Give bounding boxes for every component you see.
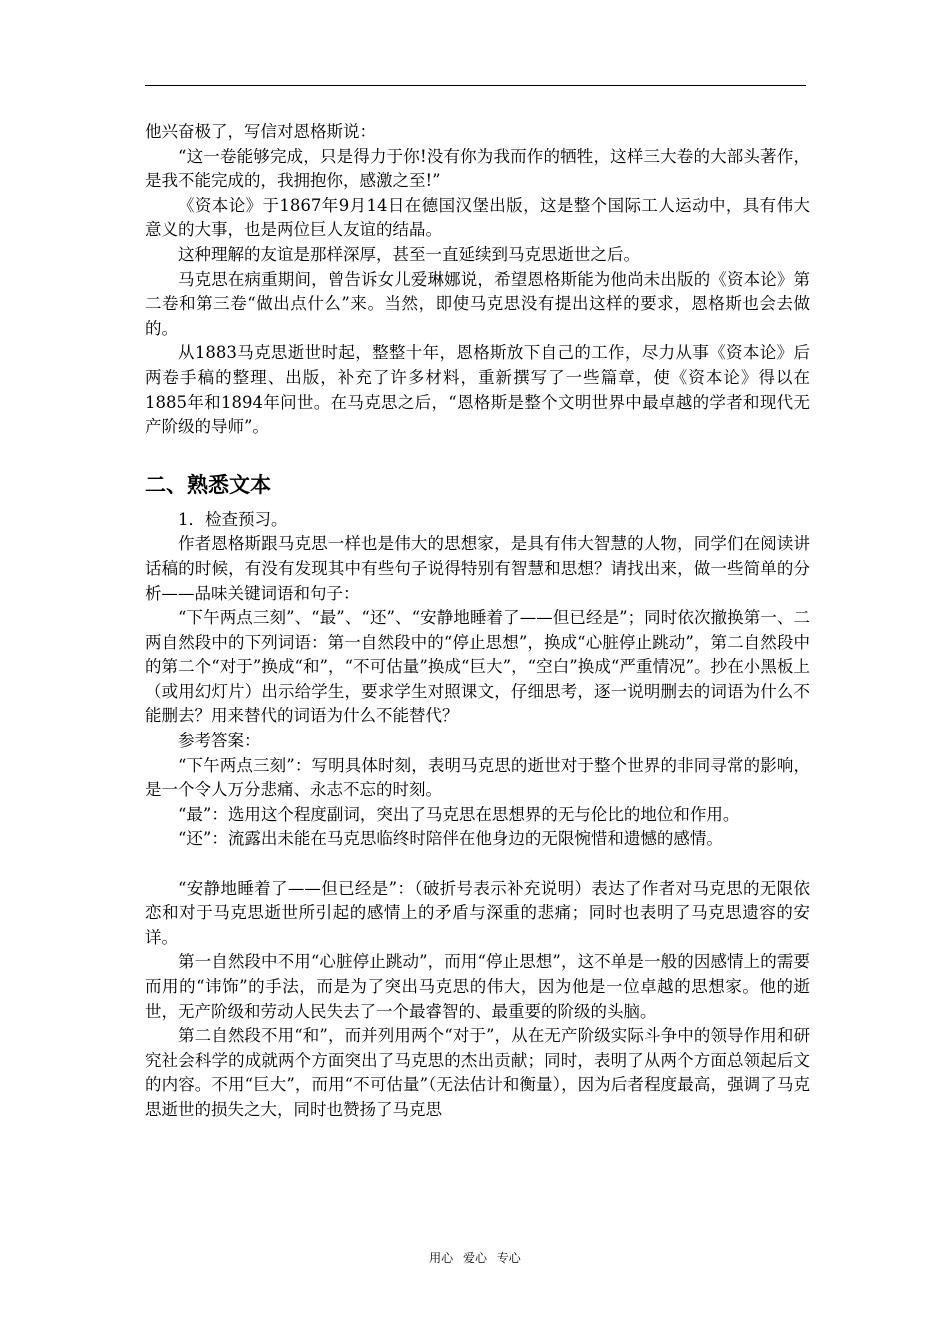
- blank-line: [145, 852, 810, 877]
- paragraph: “下午两点三刻”、“最”、“还”、“安静地睡着了——但已经是”；同时依次撤换第一、二两自然段中的下列词语：第一自然段中的“停止思想”，换成“心脏停止跳动”，第二自然段中的第二个“对于”换成“和”，“不可估量”换成“巨大”，“空白”换成“严重情况”。抄在小黑板上（或用幻灯片）出示给学生，要求学生对照课文，仔细思考，逐一说明删去的词语为什么不能删去？用来替代的词语为什么不能替代？: [145, 608, 810, 726]
- answer-paragraph: “下午两点三刻”：写明具体时刻，表明马克思的逝世对于整个世界的非同寻常的影响，是一个令人万分悲痛、永志不忘的时刻。: [145, 755, 810, 800]
- quote-paragraph: “这一卷能够完成，只是得力于你!没有你为我而作的牺牲，这样三大卷的大部头著作，是我不能完成的，我拥抱你，感激之至!”: [145, 146, 810, 191]
- paragraph: 他兴奋极了，写信对恩格斯说：: [145, 122, 376, 141]
- answer-paragraph: 第二自然段不用“和”，而并列用两个“对于”，从在无产阶级实际斗争中的领导作用和研究社会科学的成就两个方面突出了马克思的杰出贡献；同时，表明了从两个方面总领起后文的内容。不用“巨大”，而用“不可估量”（无法估计和衡量），因为后者程度最高，强调了马克思逝世的损失之大，同时也赞扬了马克思: [145, 1026, 810, 1119]
- paragraph: 这种理解的友谊是那样深厚，甚至一直延续到马克思逝世之后。: [178, 244, 640, 264]
- paragraph: 《资本论》于1867年9月14日在德国汉堡出版，这是整个国际工人运动中，具有伟大意义的大事，也是两位巨人友谊的结晶。: [145, 195, 810, 240]
- document-body: [145, 120, 810, 1123]
- section-heading: 二、熟悉文本: [145, 472, 271, 497]
- answer-paragraph: “还”：流露出未能在马克思临终时陪伴在他身边的无限惋惜和遗憾的感情。: [178, 829, 723, 849]
- answer-label: 参考答案：: [178, 731, 261, 751]
- paragraph: 从1883马克思逝世时起，整整十年，恩格斯放下自己的工作，尽力从事《资本论》后两卷手稿的整理、出版，补充了许多材料，重新撰写了一些篇章，使《资本论》得以在1885年和1894年问世。在马克思之后，“恩格斯是整个文明世界中最卓越的学者和现代无产阶级的导师”。: [145, 343, 810, 437]
- answer-paragraph: “最”：选用这个程度副词，突出了马克思在思想界的无与伦比的地位和作用。: [178, 804, 740, 824]
- paragraph: 作者恩格斯跟马克思一样也是伟大的思想家，是具有伟大智慧的人物，同学们在阅读讲话稿的时候，有没有发现其中有些句子说得特别有智慧和思想？请找出来，做一些简单的分析——品味关键词语和句子：: [145, 534, 810, 603]
- list-item-heading: 1．检查预习。: [178, 509, 288, 529]
- page-footer: 用心 爱心 专心: [429, 1251, 521, 1265]
- paragraph: 马克思在病重期间，曾告诉女儿爱琳娜说，希望恩格斯能为他尚未出版的《资本论》第二卷和第三卷“做出点什么”来。当然，即使马克思没有提出这样的要求，恩格斯也会去做的。: [145, 269, 810, 338]
- answer-paragraph: 第一自然段中不用“心脏停止跳动”，而用“停止思想”，这不单是一般的因感情上的需要而用的“讳饰”的手法，而是为了突出马克思的伟大，因为他是一位卓越的思想家。他的逝世，无产阶级和劳动人民失去了一个最睿智的、最重要的阶级的头脑。: [145, 952, 810, 1021]
- header-rule: [145, 85, 806, 86]
- answer-paragraph: “安静地睡着了——但已经是”：（破折号表示补充说明）表达了作者对马克思的无限依恋和对于马克思逝世所引起的感情上的矛盾与深重的悲痛；同时也表明了马克思遗容的安详。: [145, 878, 810, 947]
